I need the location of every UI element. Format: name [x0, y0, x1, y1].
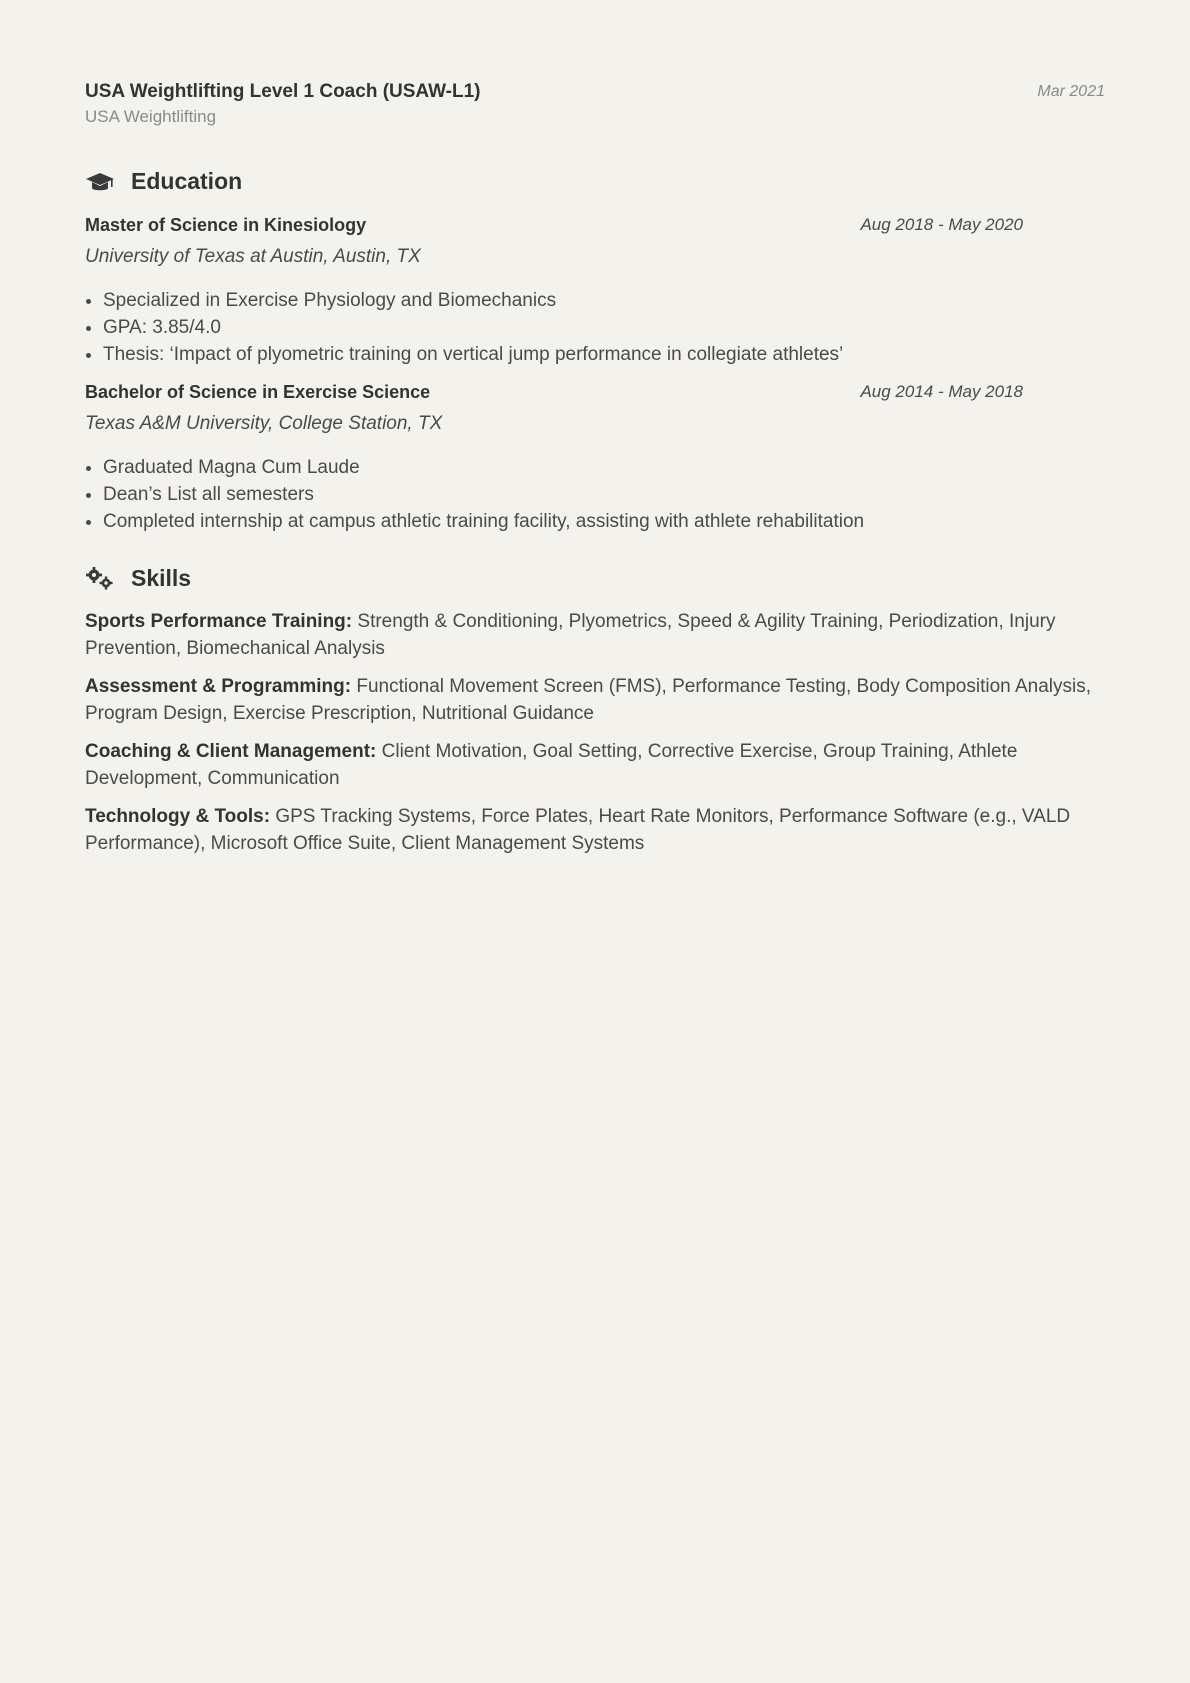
- certification-info: [85, 78, 480, 128]
- education-heading: [85, 168, 1105, 195]
- education-bullets: [85, 454, 1105, 535]
- list-item: • GPA: 3.85/4.0: [103, 314, 1105, 341]
- certification-title: USA Weightlifting Level 1 Coach (USAW-L1): [85, 81, 481, 102]
- education-title: Education: [131, 168, 243, 194]
- education-entry-header: [85, 378, 1023, 406]
- graduation-cap-icon: [85, 169, 115, 195]
- education-entry: [85, 211, 1105, 368]
- skills-title: Skills: [131, 565, 192, 591]
- education-entry: [85, 378, 1105, 535]
- certification-date: Mar 2021: [1037, 83, 1105, 100]
- school-name: Texas A&M University, College Station, TX: [85, 413, 443, 434]
- school-name: University of Texas at Austin, Austin, TX: [85, 246, 421, 267]
- education-entry-header: [85, 211, 1023, 239]
- skill-text: Strength & Conditioning, Plyometrics, Speed & Agility Training, Periodization, Injury Prevention, Biomechanical Analysis: [85, 611, 1056, 659]
- skill-label: Sports Performance Training:: [85, 611, 353, 632]
- certification-issuer: USA Weightlifting: [85, 107, 217, 126]
- skill-label: Technology & Tools:: [85, 806, 271, 827]
- education-date: Aug 2018 - May 2020: [860, 215, 1023, 234]
- skill-group: [85, 738, 1110, 792]
- list-item: • Completed internship at campus athletic training facility, assisting with athlete rehabilitation: [103, 508, 1105, 535]
- skill-group: [85, 803, 1110, 857]
- list-item: • Dean’s List all semesters: [103, 481, 1105, 508]
- list-item: • Specialized in Exercise Physiology and Biomechanics: [103, 287, 1105, 314]
- education-date: Aug 2014 - May 2018: [860, 382, 1023, 401]
- gears-icon: [85, 566, 115, 592]
- skill-text: GPS Tracking Systems, Force Plates, Heart Rate Monitors, Performance Software (e.g., VALD Performance), Microsoft Office Suite, Client Management Systems: [85, 806, 1071, 854]
- certification-entry: [85, 78, 1105, 128]
- degree-title: Bachelor of Science in Exercise Science: [85, 382, 431, 402]
- skill-text: Client Motivation, Goal Setting, Corrective Exercise, Group Training, Athlete Development, Communication: [85, 741, 1018, 789]
- skill-group: [85, 673, 1110, 727]
- list-item: • Thesis: ‘Impact of plyometric training on vertical jump performance in collegiate athletes’: [103, 341, 1105, 368]
- skill-group: [85, 608, 1110, 662]
- skills-heading: [85, 565, 1105, 592]
- list-item: • Graduated Magna Cum Laude: [103, 454, 1105, 481]
- degree-title: Master of Science in Kinesiology: [85, 215, 367, 235]
- education-bullets: [85, 287, 1105, 368]
- skill-label: Assessment & Programming:: [85, 676, 352, 697]
- skill-label: Coaching & Client Management:: [85, 741, 377, 762]
- skill-text: Functional Movement Screen (FMS), Performance Testing, Body Composition Analysis, Program Design, Exercise Prescription, Nutritional Guidance: [85, 676, 1091, 724]
